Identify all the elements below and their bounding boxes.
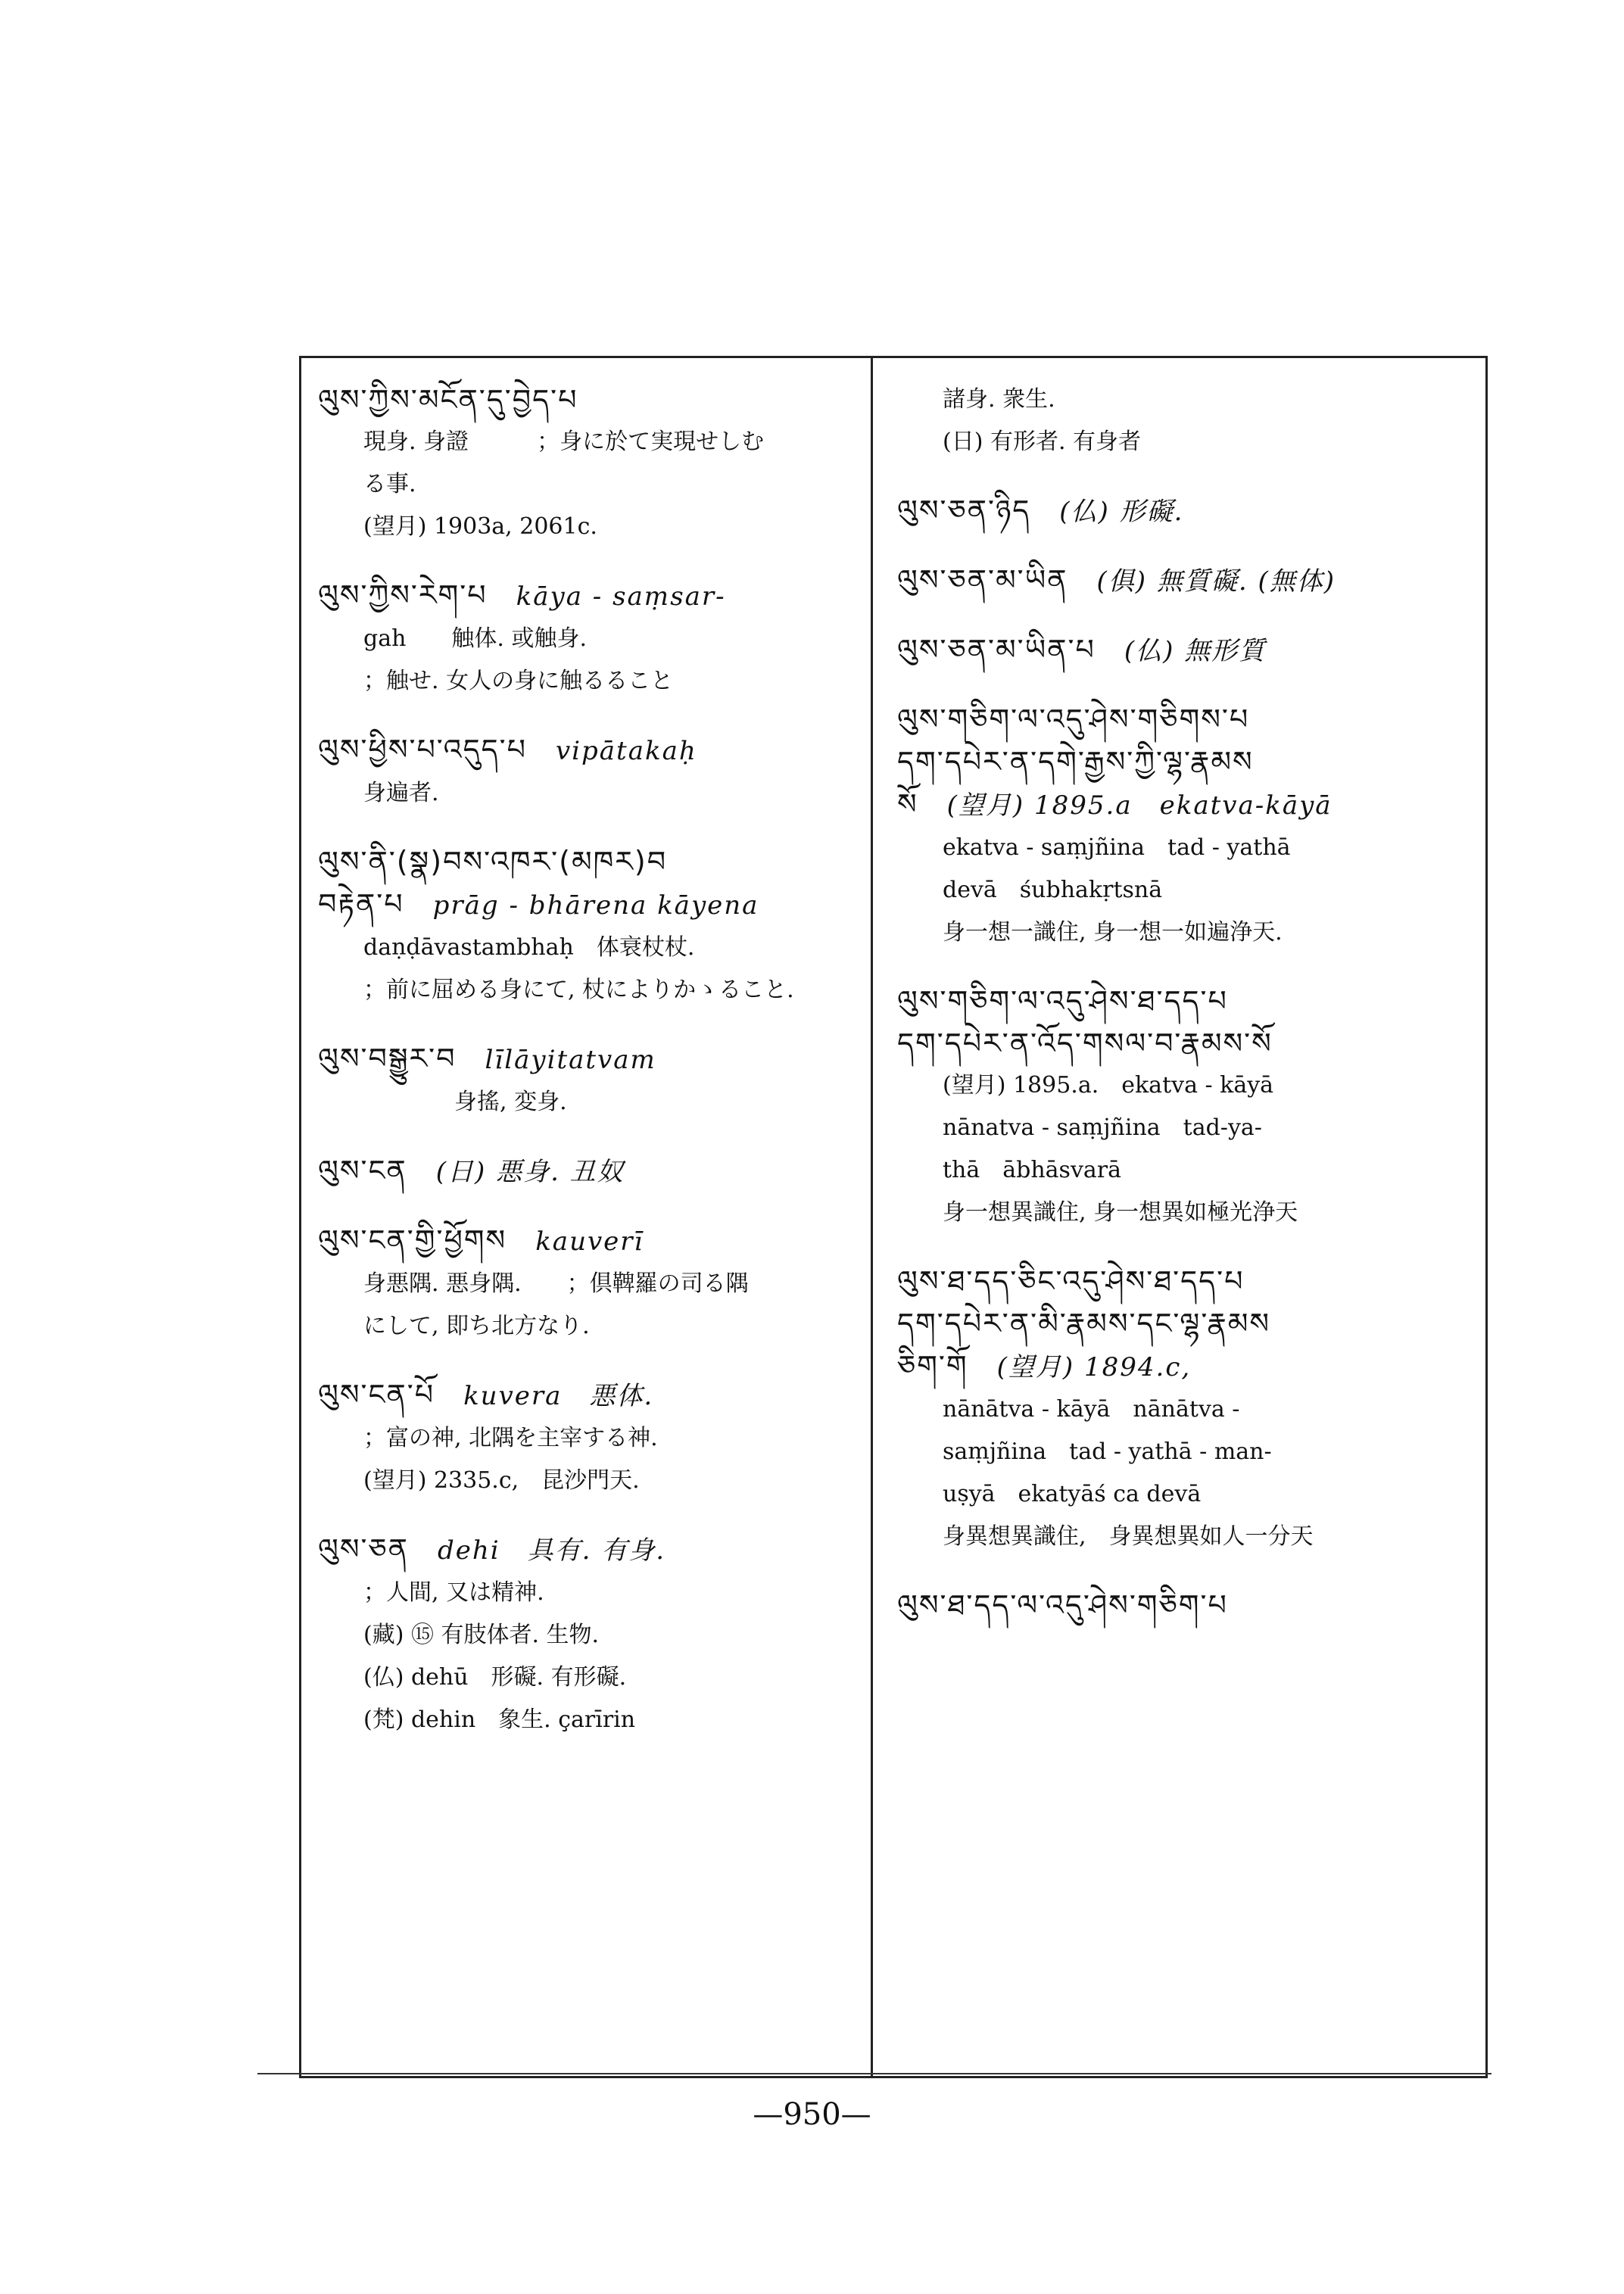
dictionary-entry (897, 559, 1473, 603)
headword-line (318, 1219, 856, 1263)
page-number: —950— (753, 2097, 871, 2132)
definition-line: ；前に屈める身にて, 杖によりかゝること. (363, 977, 794, 1003)
definition-line: (望月) 1903a, 2061c. (363, 513, 597, 540)
tibetan-headword: དག་དཔེར་ན་དགེ་རྒྱས་ཀྱི་ལྷ་རྣམས (897, 745, 1254, 778)
dictionary-entry (318, 1219, 856, 1348)
tibetan-headword: ལུས་ནི་(སྣ)བས་འཁར་(མཁར)བ (318, 845, 668, 878)
headword-line (318, 1037, 856, 1081)
headword-line (897, 783, 1473, 827)
left-column (318, 379, 856, 1767)
definition-line: 身異想異識住, 身異想異如人一分天 (943, 1523, 1314, 1550)
sanskrit-gloss: vipātakaḥ (555, 736, 697, 766)
tibetan-headword: དག་དཔེར་ན་མི་རྣམས་དང་ལྷ་རྣམས (897, 1307, 1271, 1340)
sanskrit-gloss: kauverī (535, 1226, 644, 1257)
sanskrit-gloss: kāya - saṃsar- (516, 581, 726, 612)
definition-line: ；富の神, 北隅を主宰する神. (363, 1425, 658, 1451)
headword-line (897, 1345, 1473, 1389)
headword-line (897, 1260, 1473, 1302)
right-column (897, 379, 1473, 1652)
dictionary-entry (318, 728, 856, 815)
headword-line (318, 379, 856, 421)
bottom-rule (257, 2073, 1492, 2074)
definition-line: 諸身. 衆生. (943, 386, 1055, 413)
dictionary-entry (318, 1528, 856, 1741)
headword-line (318, 728, 856, 772)
sanskrit-gloss: (仏) 形礙. (1059, 497, 1184, 527)
sanskrit-gloss: dehi 具有. 有身. (437, 1535, 666, 1566)
tibetan-headword: ལུས་ཐ་དད་ཅིང་འདུ་ཤེས་ཐ་དད་པ (897, 1264, 1245, 1298)
column-divider (871, 356, 873, 2078)
definition-line: (日) 有形者. 有身者 (943, 429, 1142, 455)
definition-line: daṇḍāvastambhaḥ 体衰杖杖. (363, 934, 695, 961)
definition-line: (藏) ⑮ 有肢体者. 生物. (363, 1622, 600, 1648)
sanskrit-gloss: (俱) 無質礙. (無体) (1096, 566, 1336, 597)
definition-line: ekatva - saṃjñina tad - yathā (943, 834, 1291, 861)
definition-line: (仏) dehū 形礙. 有形礙. (363, 1664, 627, 1691)
headword-line (318, 883, 856, 927)
headword-line (897, 1022, 1473, 1064)
tibetan-headword: ལུས་ངན་གྱི་ཕྱོགས (318, 1223, 507, 1257)
dictionary-entry (318, 1373, 856, 1502)
tibetan-headword: ལུས་ཅན་མ་ཡིན (897, 563, 1068, 597)
definition-line: gah 触体. 或触身. (363, 625, 588, 652)
headword-line (318, 1528, 856, 1572)
definition-line: 身搖, 変身. (363, 1089, 567, 1115)
definition-line: uṣyā ekatyāś ca devā (943, 1481, 1202, 1507)
definition-line: 身遍者. (363, 780, 439, 806)
tibetan-headword: ཅིག་གོ (897, 1349, 968, 1382)
headword-line (897, 559, 1473, 603)
definition-line: nānātva - kāyā nānātva - (943, 1396, 1240, 1423)
headword-line (897, 1584, 1473, 1626)
dictionary-entry (318, 574, 856, 703)
definition-line: る事. (363, 471, 416, 497)
tibetan-headword: ལུས་ཅན་ཉིད (897, 494, 1031, 527)
tibetan-headword: ལུས་ངན (318, 1154, 407, 1187)
dictionary-entry (897, 628, 1473, 672)
headword-line (897, 1302, 1473, 1345)
headword-line (897, 489, 1473, 533)
tibetan-headword: ལུས་ཐ་དད་ལ་འདུ་ཤེས་གཅིག་པ (897, 1588, 1228, 1622)
dictionary-entry (318, 1149, 856, 1193)
headword-line (318, 1149, 856, 1193)
dictionary-entry (318, 379, 856, 548)
dictionary-entry (897, 1584, 1473, 1626)
definition-line: (梵) dehin 象生. çarīrin (363, 1706, 636, 1733)
tibetan-headword: ལུས་ཅན་མ་ཡིན་པ (897, 633, 1096, 666)
definition-line: saṃjñina tad - yathā - man- (943, 1438, 1272, 1465)
tibetan-headword: ལུས་གཅིག་ལ་འདུ་ཤེས་གཅིགས་པ (897, 703, 1250, 736)
definition-line: ；触せ. 女人の身に触るること (363, 668, 674, 694)
definition-line: (望月) 1895.a. ekatva - kāyā (943, 1072, 1274, 1099)
definition-line: nānatva - saṃjñina tad-ya- (943, 1114, 1262, 1141)
tibetan-headword: དག་དཔེར་ན་འོད་གསལ་བ་རྣམས་སོ (897, 1027, 1273, 1060)
headword-line (897, 628, 1473, 672)
headword-line (897, 740, 1473, 783)
dictionary-entry (897, 698, 1473, 954)
headword-line (897, 698, 1473, 740)
headword-line (897, 980, 1473, 1022)
tibetan-headword: ལུས་ཀྱིས་མངོན་དུ་བྱེད་པ (318, 383, 578, 416)
sanskrit-gloss: prāg - bhārena kāyena (432, 890, 759, 921)
sanskrit-gloss: kuvera 悪体. (463, 1381, 654, 1411)
dictionary-entry (897, 980, 1473, 1234)
dictionary-entry (897, 489, 1473, 533)
sanskrit-gloss: līlāyitatvam (485, 1045, 656, 1075)
definition-line: ；人間, 又は精神. (363, 1579, 544, 1606)
definition-line: にして, 即ち北方なり. (363, 1313, 590, 1339)
tibetan-headword: ལུས་ཕྱིས་པ་འདུད་པ (318, 733, 527, 766)
dictionary-entry (897, 379, 1473, 463)
sanskrit-gloss: (日) 悪身. 丑奴 (435, 1157, 625, 1187)
tibetan-headword: ལུས་ངན་པོ (318, 1378, 435, 1411)
tibetan-headword: ལུས་བསྒྱུར་བ (318, 1042, 457, 1075)
definition-line: (望月) 2335.c, 昆沙門天. (363, 1467, 640, 1494)
dictionary-entry (897, 1260, 1473, 1558)
dictionary-entry (318, 1037, 856, 1124)
headword-line (318, 574, 856, 618)
definition-line: 現身. 身證 ；身に於て実現せしむ (363, 429, 765, 455)
headword-line (318, 1373, 856, 1417)
sanskrit-gloss: (望月) 1894.c, (996, 1352, 1192, 1382)
definition-line: 身一想異識住, 身一想異如極光浄天 (943, 1199, 1298, 1226)
headword-line (318, 840, 856, 883)
definition-line: 身悪隅. 悪身隅. ；倶鞞羅の司る隅 (363, 1270, 749, 1297)
sanskrit-gloss: (望月) 1895.a ekatva-kāyā (946, 790, 1333, 821)
definition-line: devā śubhakṛtsnā (943, 877, 1163, 903)
tibetan-headword: ལུས་ཅན (318, 1532, 409, 1566)
definition-line: 身一想一識住, 身一想一如遍浄天. (943, 919, 1283, 946)
sanskrit-gloss: (仏) 無形質 (1124, 636, 1267, 666)
tibetan-headword: སོ (897, 787, 918, 821)
tibetan-headword: ལུས་གཅིག་ལ་འདུ་ཤེས་ཐ་དད་པ (897, 984, 1228, 1018)
dictionary-entry (318, 840, 856, 1011)
tibetan-headword: བརྟེན་པ (318, 887, 404, 921)
definition-line: thā ābhāsvarā (943, 1157, 1122, 1183)
tibetan-headword: ལུས་ཀྱིས་རེག་པ (318, 578, 488, 612)
